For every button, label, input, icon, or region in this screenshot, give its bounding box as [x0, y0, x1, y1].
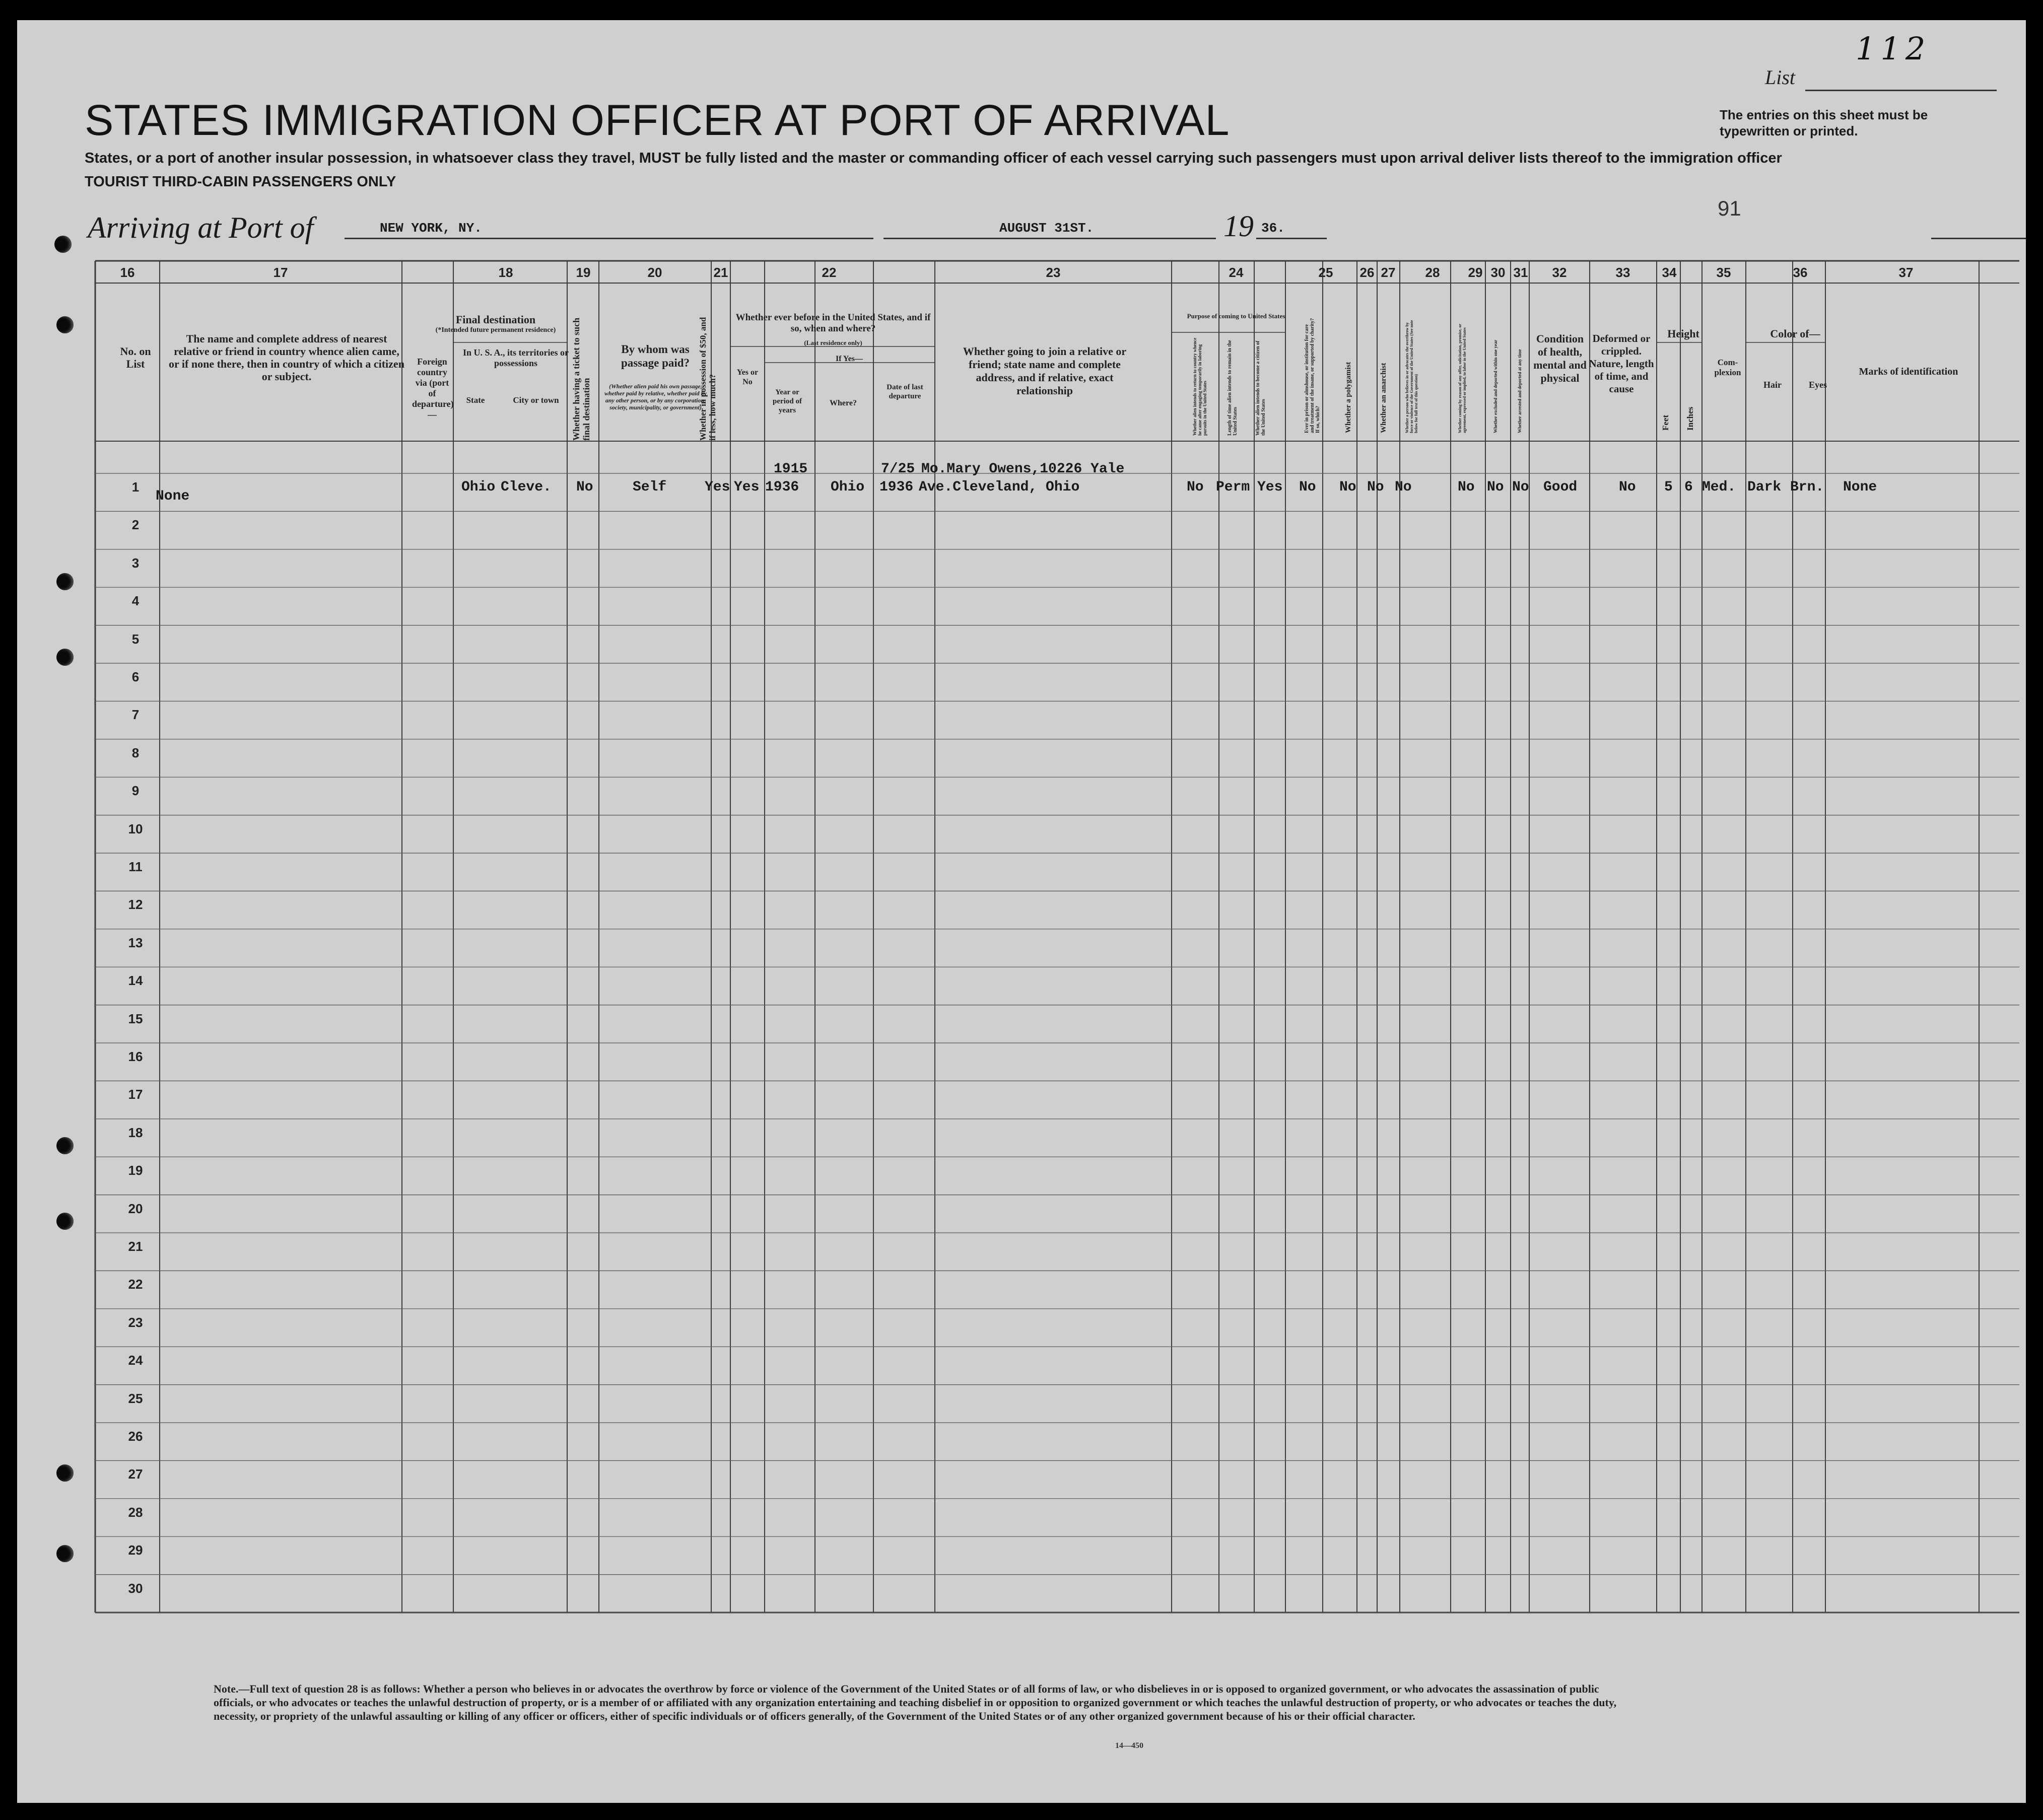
header-24b: Length of time alien intends to remain in the United States [1227, 340, 1238, 436]
overthrow-value: No [1395, 479, 1412, 495]
health-value: Good [1543, 479, 1578, 495]
header-22b: If Yes— [835, 355, 863, 363]
column-number-22: 22 [822, 265, 837, 280]
row-number-27: 27 [128, 1466, 143, 1482]
column-number-27: 27 [1381, 265, 1396, 280]
eyes-value: Brn. [1790, 479, 1824, 495]
header-26: Whether a polygamist [1344, 362, 1352, 433]
column-number-18: 18 [498, 265, 513, 280]
column-number-32: 32 [1552, 265, 1567, 280]
where-value: Ohio [831, 479, 865, 495]
header-21: Whether in possession of $50, and if less, how much? [698, 317, 717, 441]
marks-value: None [1843, 479, 1877, 495]
header-24c: Whether alien intends to become a citizen of the United States [1255, 340, 1266, 436]
row-number-16: 16 [128, 1049, 143, 1064]
prison-value: No [1299, 479, 1316, 495]
column-number-16: 16 [120, 265, 135, 280]
complexion-value: Med. [1702, 479, 1736, 495]
excluded-value: No [1487, 479, 1504, 495]
joining-bottom: Ave.Cleveland, Ohio [919, 479, 1080, 495]
years-bottom: 1936 [765, 479, 799, 495]
binder-hole [56, 1464, 74, 1482]
row-number-18: 18 [128, 1125, 143, 1140]
binder-hole [56, 1137, 74, 1154]
header-25: Ever in prison or almshouse, or institution for care and treatment of the insane, or supported by charity? If so, which? [1304, 318, 1321, 433]
header-20: By whom was passage paid? [621, 343, 690, 369]
passenger-class: TOURIST THIRD-CABIN PASSENGERS ONLY [85, 174, 396, 190]
header-36a: Hair [1763, 380, 1782, 390]
return-intent: No [1187, 479, 1204, 495]
list-number: 112 [1856, 30, 1931, 67]
row-number-8: 8 [131, 745, 140, 760]
row-number-26: 26 [128, 1429, 143, 1444]
header-22a: Yes or No [736, 368, 759, 386]
header-22-sub: (Last residence only) [804, 339, 862, 346]
ever-before: Yes [734, 479, 760, 495]
header-27: Whether an anarchist [1380, 363, 1388, 433]
row-number-21: 21 [128, 1239, 143, 1254]
column-number-24: 24 [1229, 265, 1244, 280]
column-number-26: 26 [1359, 265, 1375, 280]
row-number-7: 7 [131, 707, 140, 723]
header-34: Height [1667, 327, 1699, 340]
row-number-24: 24 [128, 1353, 143, 1368]
joining-top: Mo.Mary Owens,10226 Yale [921, 461, 1125, 477]
header-37: Marks of identification [1859, 366, 1958, 377]
header-31: Whether arrested and deported at any time [1517, 349, 1522, 433]
header-17: The name and complete address of nearest relative or friend in country whence alien came, or if none there, then in country of which a citizen or subject. [169, 332, 404, 383]
departure-bottom: 1936 [879, 479, 914, 495]
row-number-28: 28 [128, 1504, 143, 1520]
column-number-36: 36 [1793, 265, 1808, 280]
years-top: 1915 [774, 461, 808, 477]
column-number-20: 20 [647, 265, 662, 280]
row-number-11: 11 [128, 859, 143, 874]
column-number-19: 19 [576, 265, 591, 280]
deported-value: No [1512, 479, 1529, 495]
port-value: NEW YORK, NY. [380, 221, 482, 236]
row-number-25: 25 [128, 1390, 143, 1406]
column-number-34: 34 [1662, 265, 1677, 280]
column-number-31: 31 [1513, 265, 1528, 280]
header-16: No. on List [120, 345, 151, 370]
header-36: Color of— [1770, 327, 1820, 340]
row-number-30: 30 [128, 1580, 143, 1596]
header-28: Whether a person who believes in or advocates the overthrow by force or violence of the Government of the United States (See note below for full text of this question) [1405, 320, 1418, 433]
passage-paid: Self [633, 479, 667, 495]
column-number-33: 33 [1615, 265, 1630, 280]
row-number-1: 1 [131, 479, 140, 495]
row-number-9: 9 [131, 783, 140, 799]
row-number-20: 20 [128, 1201, 143, 1216]
entries-note: The entries on this sheet must be typewritten or printed. [1720, 107, 1928, 138]
height-inches: 6 [1684, 479, 1693, 495]
subtitle: States, or a port of another insular possession, in whatsoever class they travel, MUST be fully listed and the master or commanding officer of each vessel carrying such passengers must upon arrival deliver lists thereof to the immigration officer [85, 150, 1782, 166]
row-number-23: 23 [128, 1314, 143, 1330]
header-32: Condition of health, mental and physical [1533, 332, 1587, 384]
row-number-14: 14 [128, 973, 143, 989]
header-23: Whether going to join a relative or friend; state name and complete address, and if relative, exact relationship [963, 345, 1127, 397]
row-number-6: 6 [131, 669, 140, 684]
header-22b2: Where? [830, 399, 857, 407]
row-number-15: 15 [128, 1011, 143, 1026]
row-number-19: 19 [128, 1163, 143, 1178]
column-number-21: 21 [713, 265, 728, 280]
departure-top: 7/25 [881, 461, 915, 477]
header-18b2: City or town [513, 395, 559, 405]
row-number-12: 12 [128, 897, 143, 913]
dest-state: Ohio [461, 479, 496, 495]
row-number-5: 5 [131, 631, 140, 647]
year-suffix: 36. [1261, 221, 1285, 236]
header-30: Whether excluded and deported within one year [1493, 339, 1498, 433]
polygamist-value: No [1339, 479, 1356, 495]
row-number-17: 17 [128, 1087, 143, 1102]
header-24: Purpose of coming to United States [1187, 312, 1285, 320]
height-feet: 5 [1664, 479, 1673, 495]
has-fifty: Yes [705, 479, 730, 495]
column-number-35: 35 [1716, 265, 1731, 280]
binder-hole [56, 1545, 74, 1562]
header-34b: Inches [1685, 406, 1695, 431]
header-29: Whether coming by reason of any offer, solicitation, promise, or agreement, expressed or implied, to labor in the United States [1458, 324, 1467, 433]
header-36b: Eyes [1809, 380, 1827, 390]
row-number-13: 13 [128, 935, 143, 950]
manifest-grid [17, 20, 2026, 1803]
form-code: 14—450 [1115, 1741, 1143, 1750]
hair-value: Dark [1747, 479, 1782, 495]
row-number-29: 29 [128, 1543, 143, 1558]
column-number-28: 28 [1425, 265, 1440, 280]
page-number: 91 [1718, 196, 1741, 220]
header-18a: Foreign country via (port of departure)— [412, 357, 454, 419]
anarchist-value: No [1367, 479, 1384, 495]
header-33: Deformed or crippled. Nature, length of time, and cause [1589, 332, 1654, 395]
labor-offer-value: No [1458, 479, 1475, 495]
relative-abroad: None [156, 488, 190, 504]
ticket-value: No [576, 479, 593, 495]
row-number-4: 4 [131, 593, 140, 609]
page-title: STATES IMMIGRATION OFFICER AT PORT OF ARRIVAL [85, 96, 1230, 145]
year-prefix: 19 [1223, 209, 1254, 243]
footnote: Note.—Full text of question 28 is as follows: Whether a person who believes in or advocates the overthrow by force or violence of the Government of the United States or of all forms of law, or who disbelieves in or is opposed to organized government, or who advocates the assassination of public officials, or who advocates or teaches the unlawful destruction of property, or is a member of or affiliated with any organization entertaining and teaching disbelief in or opposition to organized government or which teaches the unlawful destruction of property, or who advocates or teaches the duty, necessity, or propriety of the unlawful assaulting or killing of any officer or officers, either of specific individuals or of officers generally, of the Government of the United States or of any other organized government because of his or their official character. [214, 1683, 1617, 1722]
header-18b1: State [466, 395, 485, 405]
header-18b: In U. S. A., its territories or possessions [463, 347, 569, 368]
binder-hole [56, 573, 74, 590]
header-24a: Whether alien intends to return to country whence he came after engaging temporarily in laboring pursuits in the United States [1192, 337, 1207, 436]
dest-city: Cleve. [501, 479, 552, 495]
binder-hole [54, 236, 72, 253]
column-number-23: 23 [1046, 265, 1061, 280]
citizen-intent: Yes [1257, 479, 1283, 495]
binder-hole [56, 1213, 74, 1230]
column-number-17: 17 [273, 265, 288, 280]
header-18-sub: (*Intended future permanent residence) [435, 326, 556, 334]
header-34a: Feet [1661, 414, 1670, 431]
manifest-sheet [17, 20, 2026, 1803]
header-35: Com- plexion [1714, 358, 1741, 377]
row-number-2: 2 [131, 517, 140, 533]
deformed-value: No [1619, 479, 1636, 495]
header-19: Whether having a ticket to such final destination [571, 317, 591, 441]
column-number-25: 25 [1318, 265, 1333, 280]
row-number-3: 3 [131, 555, 140, 571]
column-number-29: 29 [1468, 265, 1483, 280]
header-18: Final destination [455, 313, 536, 326]
list-label: List [1765, 66, 1796, 89]
binder-hole [56, 316, 74, 333]
column-number-37: 37 [1898, 265, 1914, 280]
header-22: Whether ever before in the United States, and if so, when and where? [735, 312, 931, 334]
header-22b3: Date of last departure [887, 383, 923, 400]
row-number-22: 22 [128, 1277, 143, 1292]
date-value: AUGUST 31ST. [999, 221, 1094, 236]
row-number-10: 10 [128, 821, 143, 836]
header-22b1: Year or period of years [773, 388, 802, 414]
header-20-sub: (Whether alien paid his own passage, whether paid by relative, whether paid by any other person, or by any corporation, society, municipality, or government) [604, 383, 707, 411]
column-number-30: 30 [1490, 265, 1506, 280]
length-of-stay: Perm [1216, 479, 1250, 495]
binder-hole [56, 649, 74, 666]
arriving-label: Arriving at Port of [88, 211, 314, 244]
